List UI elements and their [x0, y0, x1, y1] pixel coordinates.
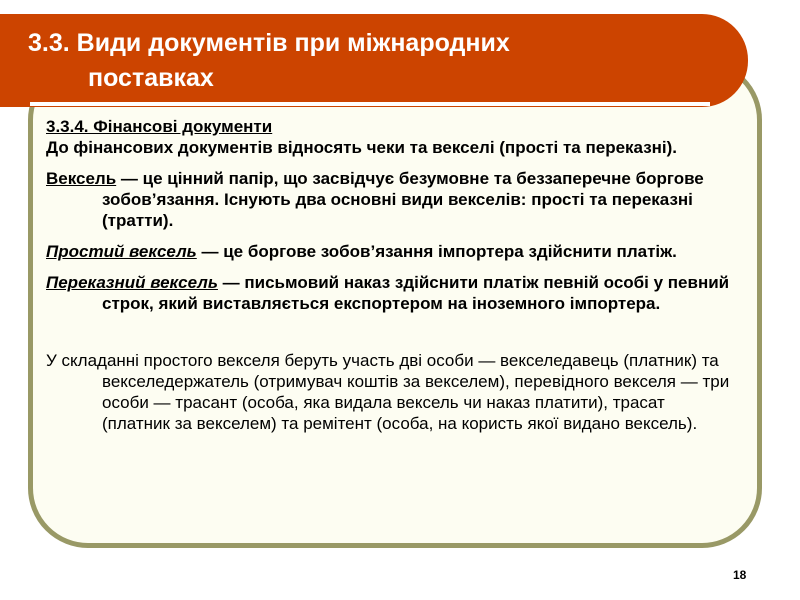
term-draft: Переказний вексель — [46, 273, 218, 292]
subheading — [46, 116, 736, 137]
page-number: 18 — [733, 568, 747, 582]
term-promissory-note: Простий вексель — [46, 242, 197, 261]
subheading-text: 3.3.4. Фінансові документи — [46, 117, 273, 136]
term-bill: Вексель — [46, 169, 117, 188]
paragraph-participants: У складанні простого векселя беруть участь дві особи — векселедавець (платник) та векселедержатель (отримувач коштів за векселем), перевідного векселя — три особи — трасант (особа, яка видала вексель чи наказ платити), трасат (платник за векселем) та ремітент (особа, на користь якої видано вексель). — [46, 351, 730, 433]
promissory-note-text: — це боргове зобов’язання імпортера здійснити платіж. — [196, 242, 677, 261]
paragraph-draft — [46, 272, 736, 314]
slide-title-line2: поставках — [88, 64, 214, 92]
paragraph-promissory-note — [46, 241, 736, 262]
spacer — [46, 324, 736, 350]
bill-definition-text: — це цінний папір, що засвідчує безумовне та беззаперечне боргове зобов’язання. Існують два основні види векселів: прості та переказні (тратти). — [102, 169, 704, 230]
draft-text: — письмовий наказ здійснити платіж певній особі у певний строк, який виставляється експортером на іноземного імпортера. — [102, 273, 730, 313]
paragraph-bill-definition — [46, 168, 736, 231]
slide-title — [28, 26, 728, 96]
slide-title-line1: 3.3. Види документів при міжнародних — [28, 29, 510, 57]
slide-body — [46, 116, 736, 444]
paragraph-financial-docs: До фінансових документів відносять чеки та векселі (прості та переказні). — [46, 138, 678, 157]
title-underline — [30, 102, 710, 106]
